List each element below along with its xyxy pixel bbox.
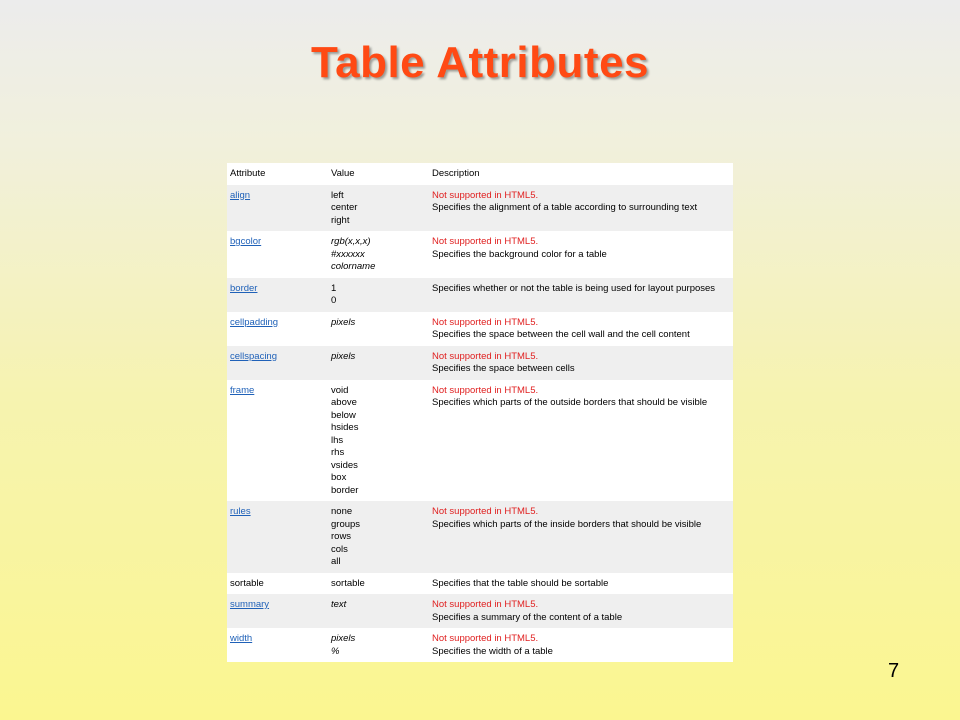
- description-cell: [429, 185, 733, 232]
- description-cell: [429, 573, 733, 595]
- table-row: [227, 594, 733, 628]
- value-option: center: [331, 202, 358, 213]
- not-supported-note: Not supported in HTML5.: [432, 236, 539, 247]
- not-supported-note: Not supported in HTML5.: [432, 316, 539, 328]
- value-cell: [328, 594, 429, 628]
- value-option: above: [331, 397, 357, 408]
- attribute-cell: [227, 278, 328, 312]
- description-cell: [429, 231, 733, 278]
- description-cell: [429, 346, 733, 380]
- table-row: [227, 185, 733, 232]
- attribute-cell: [227, 628, 328, 662]
- value-option: void: [331, 384, 349, 396]
- description-text: Specifies that the table should be sortable: [432, 577, 609, 589]
- table-body: [227, 185, 733, 663]
- attribute-cell: [227, 185, 328, 232]
- value-option: right: [331, 214, 350, 226]
- value-cell: [328, 278, 429, 312]
- value-option: rgb(x,x,x): [331, 236, 371, 247]
- table-row: [227, 628, 733, 662]
- value-option: sortable: [331, 577, 365, 589]
- attribute-cell: [227, 380, 328, 502]
- not-supported-note: Not supported in HTML5.: [432, 384, 539, 396]
- attribute-link-summary[interactable]: summary: [230, 599, 270, 610]
- value-option: hsides: [331, 422, 359, 433]
- not-supported-note: Not supported in HTML5.: [432, 599, 539, 610]
- value-option: pixels: [331, 350, 356, 362]
- attribute-cell: [227, 573, 328, 595]
- description-cell: [429, 278, 733, 312]
- value-option: pixels: [331, 633, 356, 644]
- value-cell: [328, 573, 429, 595]
- value-cell: [328, 346, 429, 380]
- header-description: Description: [432, 168, 480, 179]
- page-number: 7: [888, 660, 900, 682]
- not-supported-note: Not supported in HTML5.: [432, 633, 539, 644]
- not-supported-note: Not supported in HTML5.: [432, 506, 539, 517]
- attribute-link-frame[interactable]: frame: [230, 384, 255, 396]
- description-cell: [429, 312, 733, 346]
- value-option: none: [331, 506, 353, 517]
- value-cell: [328, 380, 429, 502]
- value-option: colorname: [331, 261, 376, 272]
- value-option: border: [331, 484, 359, 496]
- attribute-link-bgcolor[interactable]: bgcolor: [230, 236, 262, 247]
- description-cell: [429, 594, 733, 628]
- description-text: Specifies the space between cells: [432, 363, 575, 374]
- attribute-link-align[interactable]: align: [230, 189, 251, 201]
- not-supported-note: Not supported in HTML5.: [432, 350, 539, 362]
- value-option: rows: [331, 531, 352, 542]
- description-text: Specifies which parts of the inside borders that should be visible: [432, 518, 702, 530]
- description-cell: [429, 628, 733, 662]
- value-option: below: [331, 409, 356, 421]
- description-text: Specifies which parts of the outside borders that should be visible: [432, 397, 708, 408]
- value-option: all: [331, 556, 341, 567]
- table-header-row: [227, 163, 733, 185]
- description-text: Specifies the alignment of a table according to surrounding text: [432, 202, 698, 213]
- value-option: cols: [331, 543, 348, 555]
- header-attribute: Attribute: [230, 168, 266, 179]
- attribute-link-cellspacing[interactable]: cellspacing: [230, 350, 277, 362]
- attribute-cell: [227, 231, 328, 278]
- not-supported-note: Not supported in HTML5.: [432, 189, 539, 201]
- description-text: Specifies the space between the cell wall and the cell content: [432, 329, 690, 340]
- attribute-name-sortable: sortable: [230, 577, 264, 589]
- attribute-link-cellpadding[interactable]: cellpadding: [230, 316, 279, 328]
- value-option: left: [331, 189, 344, 201]
- value-cell: [328, 231, 429, 278]
- value-cell: [328, 312, 429, 346]
- attributes-table: [227, 163, 733, 662]
- value-option: box: [331, 472, 347, 483]
- table-row: [227, 312, 733, 346]
- value-cell: [328, 501, 429, 573]
- value-option: rhs: [331, 447, 345, 458]
- table-row: [227, 380, 733, 502]
- description-text: Specifies whether or not the table is being used for layout purposes: [432, 282, 716, 294]
- description-text: Specifies a summary of the content of a table: [432, 611, 623, 623]
- value-option: 1: [331, 282, 337, 294]
- value-option: groups: [331, 518, 361, 530]
- attribute-cell: [227, 594, 328, 628]
- table-row: [227, 278, 733, 312]
- value-option: vsides: [331, 459, 358, 471]
- attribute-link-width[interactable]: width: [230, 633, 253, 644]
- header-value: Value: [331, 168, 355, 179]
- description-text: Specifies the width of a table: [432, 645, 553, 657]
- description-text: Specifies the background color for a table: [432, 248, 607, 260]
- value-option: %: [331, 645, 340, 657]
- table-row: [227, 346, 733, 380]
- description-cell: [429, 380, 733, 502]
- value-cell: [328, 628, 429, 662]
- value-option: pixels: [331, 316, 356, 328]
- value-option: lhs: [331, 434, 344, 446]
- value-option: 0: [331, 295, 337, 306]
- value-option: #xxxxxx: [331, 248, 365, 260]
- table-row: [227, 501, 733, 573]
- table-row: [227, 231, 733, 278]
- description-cell: [429, 501, 733, 573]
- attribute-link-border[interactable]: border: [230, 282, 258, 294]
- attribute-link-rules[interactable]: rules: [230, 506, 251, 517]
- table-row: [227, 573, 733, 595]
- attribute-cell: [227, 346, 328, 380]
- attribute-cell: [227, 501, 328, 573]
- slide-title: Table Attributes: [310, 38, 650, 87]
- value-option: text: [331, 599, 347, 610]
- value-cell: [328, 185, 429, 232]
- attribute-cell: [227, 312, 328, 346]
